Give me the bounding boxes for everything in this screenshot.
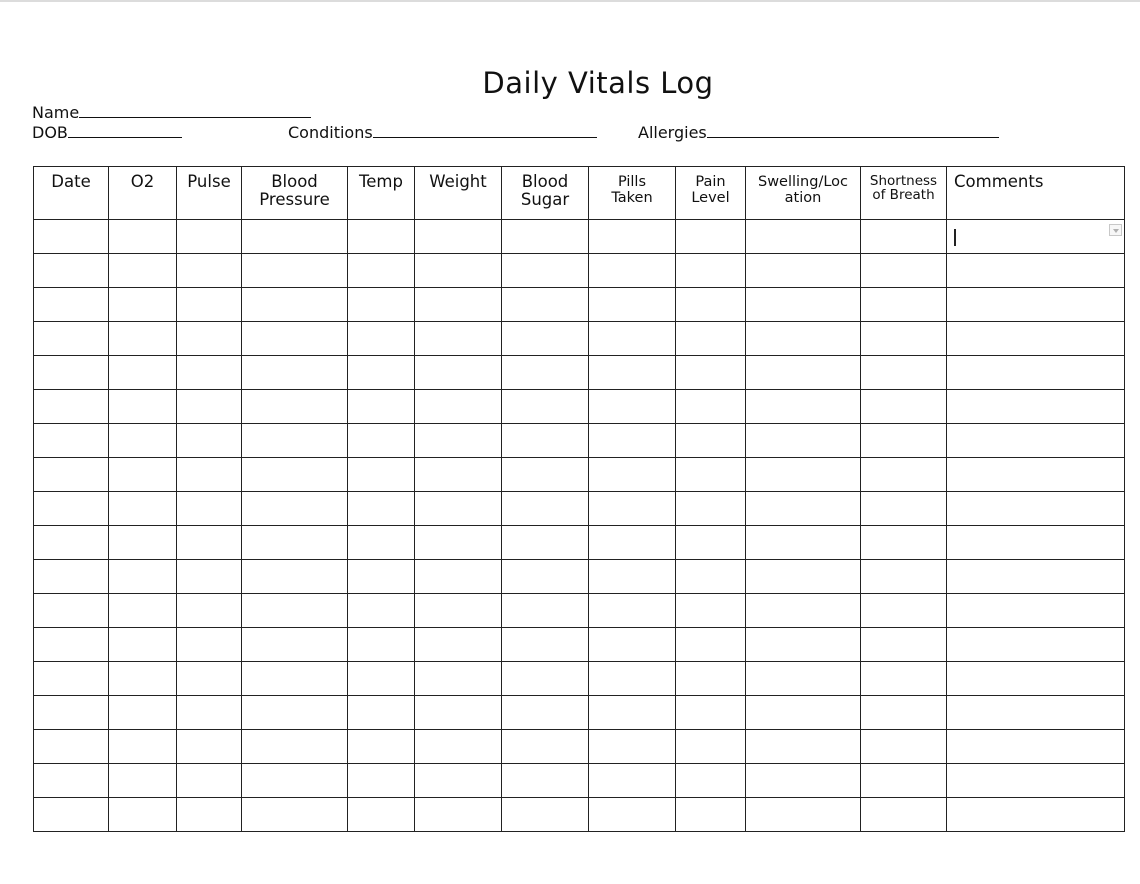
col-o2-header: O2 bbox=[109, 167, 177, 220]
table-cell[interactable] bbox=[348, 288, 415, 322]
table-cell[interactable] bbox=[109, 492, 177, 526]
table-cell[interactable] bbox=[34, 322, 109, 356]
col-pills-taken-header: Pills Taken bbox=[589, 167, 676, 220]
table-cell[interactable] bbox=[502, 458, 589, 492]
table-cell[interactable] bbox=[34, 730, 109, 764]
table-row bbox=[34, 764, 1125, 798]
table-cell[interactable] bbox=[861, 594, 947, 628]
table-cell[interactable] bbox=[177, 288, 242, 322]
table-cell[interactable] bbox=[589, 390, 676, 424]
table-cell[interactable] bbox=[589, 322, 676, 356]
table-cell[interactable] bbox=[415, 594, 502, 628]
table-cell[interactable] bbox=[415, 254, 502, 288]
table-cell[interactable] bbox=[676, 254, 746, 288]
table-cell[interactable] bbox=[109, 322, 177, 356]
table-cell[interactable] bbox=[861, 696, 947, 730]
table-cell[interactable] bbox=[348, 628, 415, 662]
table-cell[interactable] bbox=[34, 526, 109, 560]
table-cell[interactable] bbox=[947, 628, 1125, 662]
table-cell[interactable] bbox=[861, 628, 947, 662]
table-cell[interactable] bbox=[589, 220, 676, 254]
table-cell[interactable] bbox=[947, 390, 1125, 424]
table-cell[interactable] bbox=[676, 288, 746, 322]
table-cell[interactable] bbox=[861, 764, 947, 798]
table-row bbox=[34, 492, 1125, 526]
table-cell[interactable] bbox=[415, 798, 502, 832]
table-cell[interactable] bbox=[502, 560, 589, 594]
conditions-line[interactable] bbox=[373, 124, 597, 138]
table-cell[interactable] bbox=[109, 594, 177, 628]
table-cell[interactable] bbox=[502, 220, 589, 254]
table-cell[interactable] bbox=[242, 594, 348, 628]
table-cell[interactable] bbox=[502, 424, 589, 458]
table-cell[interactable] bbox=[947, 594, 1125, 628]
table-cell[interactable] bbox=[109, 560, 177, 594]
table-cell[interactable] bbox=[177, 322, 242, 356]
table-cell[interactable] bbox=[676, 492, 746, 526]
table-cell[interactable] bbox=[177, 798, 242, 832]
table-cell[interactable] bbox=[676, 730, 746, 764]
table-cell[interactable] bbox=[676, 662, 746, 696]
table-cell[interactable] bbox=[34, 696, 109, 730]
table-cell[interactable] bbox=[589, 458, 676, 492]
table-cell[interactable] bbox=[861, 424, 947, 458]
table-cell[interactable] bbox=[589, 696, 676, 730]
table-cell[interactable] bbox=[746, 798, 861, 832]
table-cell[interactable] bbox=[861, 322, 947, 356]
table-row bbox=[34, 254, 1125, 288]
table-cell[interactable] bbox=[348, 662, 415, 696]
col-blood-sugar-header: Blood Sugar bbox=[502, 167, 589, 220]
table-cell[interactable] bbox=[861, 390, 947, 424]
table-cell[interactable] bbox=[746, 458, 861, 492]
col-weight-header: Weight bbox=[415, 167, 502, 220]
table-cell[interactable] bbox=[415, 288, 502, 322]
dob-label: DOB bbox=[32, 123, 68, 142]
table-cell[interactable] bbox=[676, 560, 746, 594]
table-cell[interactable] bbox=[34, 764, 109, 798]
table-row bbox=[34, 560, 1125, 594]
table-cell[interactable] bbox=[502, 322, 589, 356]
table-cell[interactable] bbox=[348, 594, 415, 628]
table-cell[interactable] bbox=[861, 458, 947, 492]
table-cell[interactable] bbox=[109, 662, 177, 696]
table-cell[interactable] bbox=[746, 662, 861, 696]
table-cell[interactable] bbox=[861, 288, 947, 322]
table-cell[interactable] bbox=[348, 220, 415, 254]
col-shortness-of-breath-header: Shortness of Breath bbox=[861, 167, 947, 220]
table-cell[interactable] bbox=[861, 526, 947, 560]
table-row bbox=[34, 594, 1125, 628]
table-cell[interactable] bbox=[861, 798, 947, 832]
table-cell[interactable] bbox=[589, 730, 676, 764]
table-cell[interactable] bbox=[502, 764, 589, 798]
table-cell[interactable] bbox=[861, 662, 947, 696]
table-cell[interactable] bbox=[502, 798, 589, 832]
allergies-line[interactable] bbox=[707, 124, 999, 138]
table-cell[interactable] bbox=[177, 356, 242, 390]
table-cell[interactable] bbox=[242, 288, 348, 322]
table-cell[interactable] bbox=[947, 662, 1125, 696]
table-cell[interactable] bbox=[177, 696, 242, 730]
table-cell[interactable] bbox=[348, 492, 415, 526]
table-cell[interactable] bbox=[861, 492, 947, 526]
table-cell[interactable] bbox=[676, 390, 746, 424]
table-cell[interactable] bbox=[947, 254, 1125, 288]
table-cell[interactable] bbox=[34, 594, 109, 628]
table-cell[interactable] bbox=[589, 628, 676, 662]
table-cell[interactable] bbox=[177, 492, 242, 526]
table-cell[interactable] bbox=[589, 254, 676, 288]
table-cell[interactable] bbox=[676, 356, 746, 390]
table-cell[interactable] bbox=[109, 254, 177, 288]
table-cell[interactable] bbox=[348, 254, 415, 288]
table-cell[interactable] bbox=[177, 764, 242, 798]
table-cell[interactable] bbox=[676, 424, 746, 458]
table-cell[interactable] bbox=[415, 628, 502, 662]
table-cell[interactable] bbox=[861, 730, 947, 764]
col-comments-header: Comments bbox=[947, 167, 1125, 220]
table-cell[interactable] bbox=[502, 628, 589, 662]
table-cell[interactable] bbox=[589, 764, 676, 798]
table-cell[interactable] bbox=[676, 220, 746, 254]
table-cell[interactable] bbox=[109, 424, 177, 458]
table-cell[interactable] bbox=[746, 560, 861, 594]
table-row bbox=[34, 390, 1125, 424]
table-cell[interactable] bbox=[861, 560, 947, 594]
table-cell[interactable] bbox=[676, 526, 746, 560]
table-cell[interactable] bbox=[177, 526, 242, 560]
name-label: Name bbox=[32, 103, 80, 122]
table-cell[interactable] bbox=[348, 696, 415, 730]
table-cell[interactable] bbox=[109, 628, 177, 662]
table-cell[interactable] bbox=[348, 730, 415, 764]
table-cell[interactable] bbox=[109, 798, 177, 832]
table-row bbox=[34, 730, 1125, 764]
col-swelling-location-header: Swelling/Loc ation bbox=[746, 167, 861, 220]
table-cell[interactable] bbox=[746, 492, 861, 526]
table-cell[interactable] bbox=[589, 798, 676, 832]
allergies-field[interactable] bbox=[638, 124, 999, 142]
table-cell[interactable] bbox=[746, 220, 861, 254]
table-cell[interactable] bbox=[746, 254, 861, 288]
table-cell[interactable] bbox=[676, 594, 746, 628]
table-cell[interactable] bbox=[34, 458, 109, 492]
table-cell[interactable] bbox=[502, 730, 589, 764]
col-temp-header: Temp bbox=[348, 167, 415, 220]
table-cell[interactable] bbox=[109, 220, 177, 254]
table-cell[interactable] bbox=[177, 662, 242, 696]
table-cell[interactable] bbox=[415, 220, 502, 254]
dropdown-arrow-icon[interactable] bbox=[1109, 224, 1122, 236]
table-cell[interactable] bbox=[415, 526, 502, 560]
table-cell[interactable] bbox=[109, 390, 177, 424]
table-cell[interactable] bbox=[242, 730, 348, 764]
table-cell[interactable] bbox=[589, 594, 676, 628]
table-cell[interactable] bbox=[502, 526, 589, 560]
table-cell[interactable] bbox=[242, 458, 348, 492]
table-cell[interactable] bbox=[415, 322, 502, 356]
table-cell[interactable] bbox=[676, 798, 746, 832]
table-cell[interactable] bbox=[589, 356, 676, 390]
table-cell[interactable] bbox=[947, 288, 1125, 322]
table-cell[interactable] bbox=[242, 492, 348, 526]
table-cell[interactable] bbox=[242, 526, 348, 560]
vitals-table bbox=[33, 166, 1125, 832]
table-cell[interactable] bbox=[109, 764, 177, 798]
table-cell[interactable] bbox=[502, 288, 589, 322]
table-cell[interactable] bbox=[502, 696, 589, 730]
active-comment-cell[interactable] bbox=[947, 220, 1125, 254]
table-cell[interactable] bbox=[589, 288, 676, 322]
table-cell[interactable] bbox=[589, 560, 676, 594]
table-cell[interactable] bbox=[589, 526, 676, 560]
table-cell[interactable] bbox=[109, 288, 177, 322]
table-cell[interactable] bbox=[242, 696, 348, 730]
table-row bbox=[34, 526, 1125, 560]
table-cell[interactable] bbox=[415, 764, 502, 798]
table-cell[interactable] bbox=[746, 288, 861, 322]
table-row bbox=[34, 220, 1125, 254]
text-cursor bbox=[954, 229, 956, 246]
table-cell[interactable] bbox=[947, 458, 1125, 492]
table-cell[interactable] bbox=[415, 696, 502, 730]
table-cell[interactable] bbox=[242, 356, 348, 390]
table-cell[interactable] bbox=[348, 798, 415, 832]
table-body bbox=[34, 220, 1125, 832]
table-cell[interactable] bbox=[34, 798, 109, 832]
table-cell[interactable] bbox=[415, 730, 502, 764]
table-cell[interactable] bbox=[947, 526, 1125, 560]
table-cell[interactable] bbox=[502, 594, 589, 628]
table-cell[interactable] bbox=[348, 356, 415, 390]
table-cell[interactable] bbox=[746, 730, 861, 764]
table-cell[interactable] bbox=[34, 628, 109, 662]
table-row bbox=[34, 798, 1125, 832]
table-cell[interactable] bbox=[947, 322, 1125, 356]
table-cell[interactable] bbox=[177, 594, 242, 628]
table-cell[interactable] bbox=[502, 492, 589, 526]
table-cell[interactable] bbox=[34, 662, 109, 696]
table-cell[interactable] bbox=[947, 730, 1125, 764]
table-cell[interactable] bbox=[177, 254, 242, 288]
table-cell[interactable] bbox=[415, 390, 502, 424]
table-cell[interactable] bbox=[242, 628, 348, 662]
table-cell[interactable] bbox=[947, 696, 1125, 730]
table-cell[interactable] bbox=[242, 322, 348, 356]
col-pain-level-header: Pain Level bbox=[676, 167, 746, 220]
table-cell[interactable] bbox=[348, 526, 415, 560]
table-cell[interactable] bbox=[177, 560, 242, 594]
name-line[interactable] bbox=[79, 104, 311, 118]
table-cell[interactable] bbox=[676, 696, 746, 730]
table-cell[interactable] bbox=[746, 594, 861, 628]
table-cell[interactable] bbox=[242, 424, 348, 458]
table-cell[interactable] bbox=[109, 526, 177, 560]
table-cell[interactable] bbox=[861, 356, 947, 390]
table-cell[interactable] bbox=[589, 662, 676, 696]
table-cell[interactable] bbox=[34, 288, 109, 322]
conditions-label: Conditions bbox=[288, 123, 373, 142]
table-cell[interactable] bbox=[348, 560, 415, 594]
table-row bbox=[34, 458, 1125, 492]
table-cell[interactable] bbox=[109, 696, 177, 730]
table-cell[interactable] bbox=[746, 764, 861, 798]
dob-field[interactable] bbox=[32, 124, 182, 142]
table-cell[interactable] bbox=[242, 254, 348, 288]
table-cell[interactable] bbox=[242, 764, 348, 798]
col-date-header: Date bbox=[34, 167, 109, 220]
allergies-label: Allergies bbox=[638, 123, 707, 142]
page-title: Daily Vitals Log bbox=[482, 66, 714, 100]
table-cell[interactable] bbox=[348, 764, 415, 798]
table-cell[interactable] bbox=[177, 628, 242, 662]
table-cell[interactable] bbox=[415, 662, 502, 696]
table-cell[interactable] bbox=[34, 254, 109, 288]
table-cell[interactable] bbox=[348, 424, 415, 458]
table-cell[interactable] bbox=[34, 356, 109, 390]
col-blood-pressure-header: Blood Pressure bbox=[242, 167, 348, 220]
table-cell[interactable] bbox=[177, 458, 242, 492]
table-cell[interactable] bbox=[242, 798, 348, 832]
table-cell[interactable] bbox=[177, 390, 242, 424]
table-cell[interactable] bbox=[415, 424, 502, 458]
table-cell[interactable] bbox=[34, 220, 109, 254]
table-cell[interactable] bbox=[676, 628, 746, 662]
table-cell[interactable] bbox=[746, 390, 861, 424]
table-row bbox=[34, 662, 1125, 696]
table-cell[interactable] bbox=[746, 356, 861, 390]
table-cell[interactable] bbox=[502, 662, 589, 696]
table-cell[interactable] bbox=[109, 730, 177, 764]
table-row bbox=[34, 696, 1125, 730]
table-cell[interactable] bbox=[947, 798, 1125, 832]
table-cell[interactable] bbox=[502, 390, 589, 424]
table-row bbox=[34, 424, 1125, 458]
header-row bbox=[34, 167, 1125, 220]
table-cell[interactable] bbox=[746, 628, 861, 662]
table-cell[interactable] bbox=[415, 492, 502, 526]
table-cell[interactable] bbox=[502, 254, 589, 288]
table-cell[interactable] bbox=[242, 662, 348, 696]
table-cell[interactable] bbox=[34, 390, 109, 424]
table-cell[interactable] bbox=[415, 458, 502, 492]
table-cell[interactable] bbox=[348, 322, 415, 356]
table-cell[interactable] bbox=[415, 560, 502, 594]
table-cell[interactable] bbox=[861, 254, 947, 288]
table-cell[interactable] bbox=[109, 356, 177, 390]
table-cell[interactable] bbox=[746, 526, 861, 560]
table-cell[interactable] bbox=[947, 560, 1125, 594]
table-cell[interactable] bbox=[242, 390, 348, 424]
table-cell[interactable] bbox=[746, 424, 861, 458]
table-cell[interactable] bbox=[348, 458, 415, 492]
table-row bbox=[34, 356, 1125, 390]
table-cell[interactable] bbox=[746, 696, 861, 730]
table-cell[interactable] bbox=[676, 322, 746, 356]
table-row bbox=[34, 628, 1125, 662]
dob-line[interactable] bbox=[68, 124, 182, 138]
table-cell[interactable] bbox=[947, 764, 1125, 798]
table-cell[interactable] bbox=[109, 458, 177, 492]
table-cell[interactable] bbox=[947, 424, 1125, 458]
table-cell[interactable] bbox=[34, 560, 109, 594]
table-cell[interactable] bbox=[589, 424, 676, 458]
table-row bbox=[34, 322, 1125, 356]
table-cell[interactable] bbox=[947, 356, 1125, 390]
table-cell[interactable] bbox=[676, 458, 746, 492]
table-cell[interactable] bbox=[589, 492, 676, 526]
table-cell[interactable] bbox=[34, 492, 109, 526]
table-cell[interactable] bbox=[177, 220, 242, 254]
table-cell[interactable] bbox=[502, 356, 589, 390]
table-cell[interactable] bbox=[415, 356, 502, 390]
table-cell[interactable] bbox=[947, 492, 1125, 526]
table-cell[interactable] bbox=[676, 764, 746, 798]
table-cell[interactable] bbox=[177, 730, 242, 764]
table-cell[interactable] bbox=[348, 390, 415, 424]
table-row bbox=[34, 288, 1125, 322]
table-cell[interactable] bbox=[242, 560, 348, 594]
table-cell[interactable] bbox=[746, 322, 861, 356]
table-cell[interactable] bbox=[242, 220, 348, 254]
table-cell[interactable] bbox=[177, 424, 242, 458]
name-field[interactable] bbox=[32, 104, 311, 122]
col-pulse-header: Pulse bbox=[177, 167, 242, 220]
table-cell[interactable] bbox=[861, 220, 947, 254]
table-cell[interactable] bbox=[34, 424, 109, 458]
conditions-field[interactable] bbox=[288, 124, 597, 142]
